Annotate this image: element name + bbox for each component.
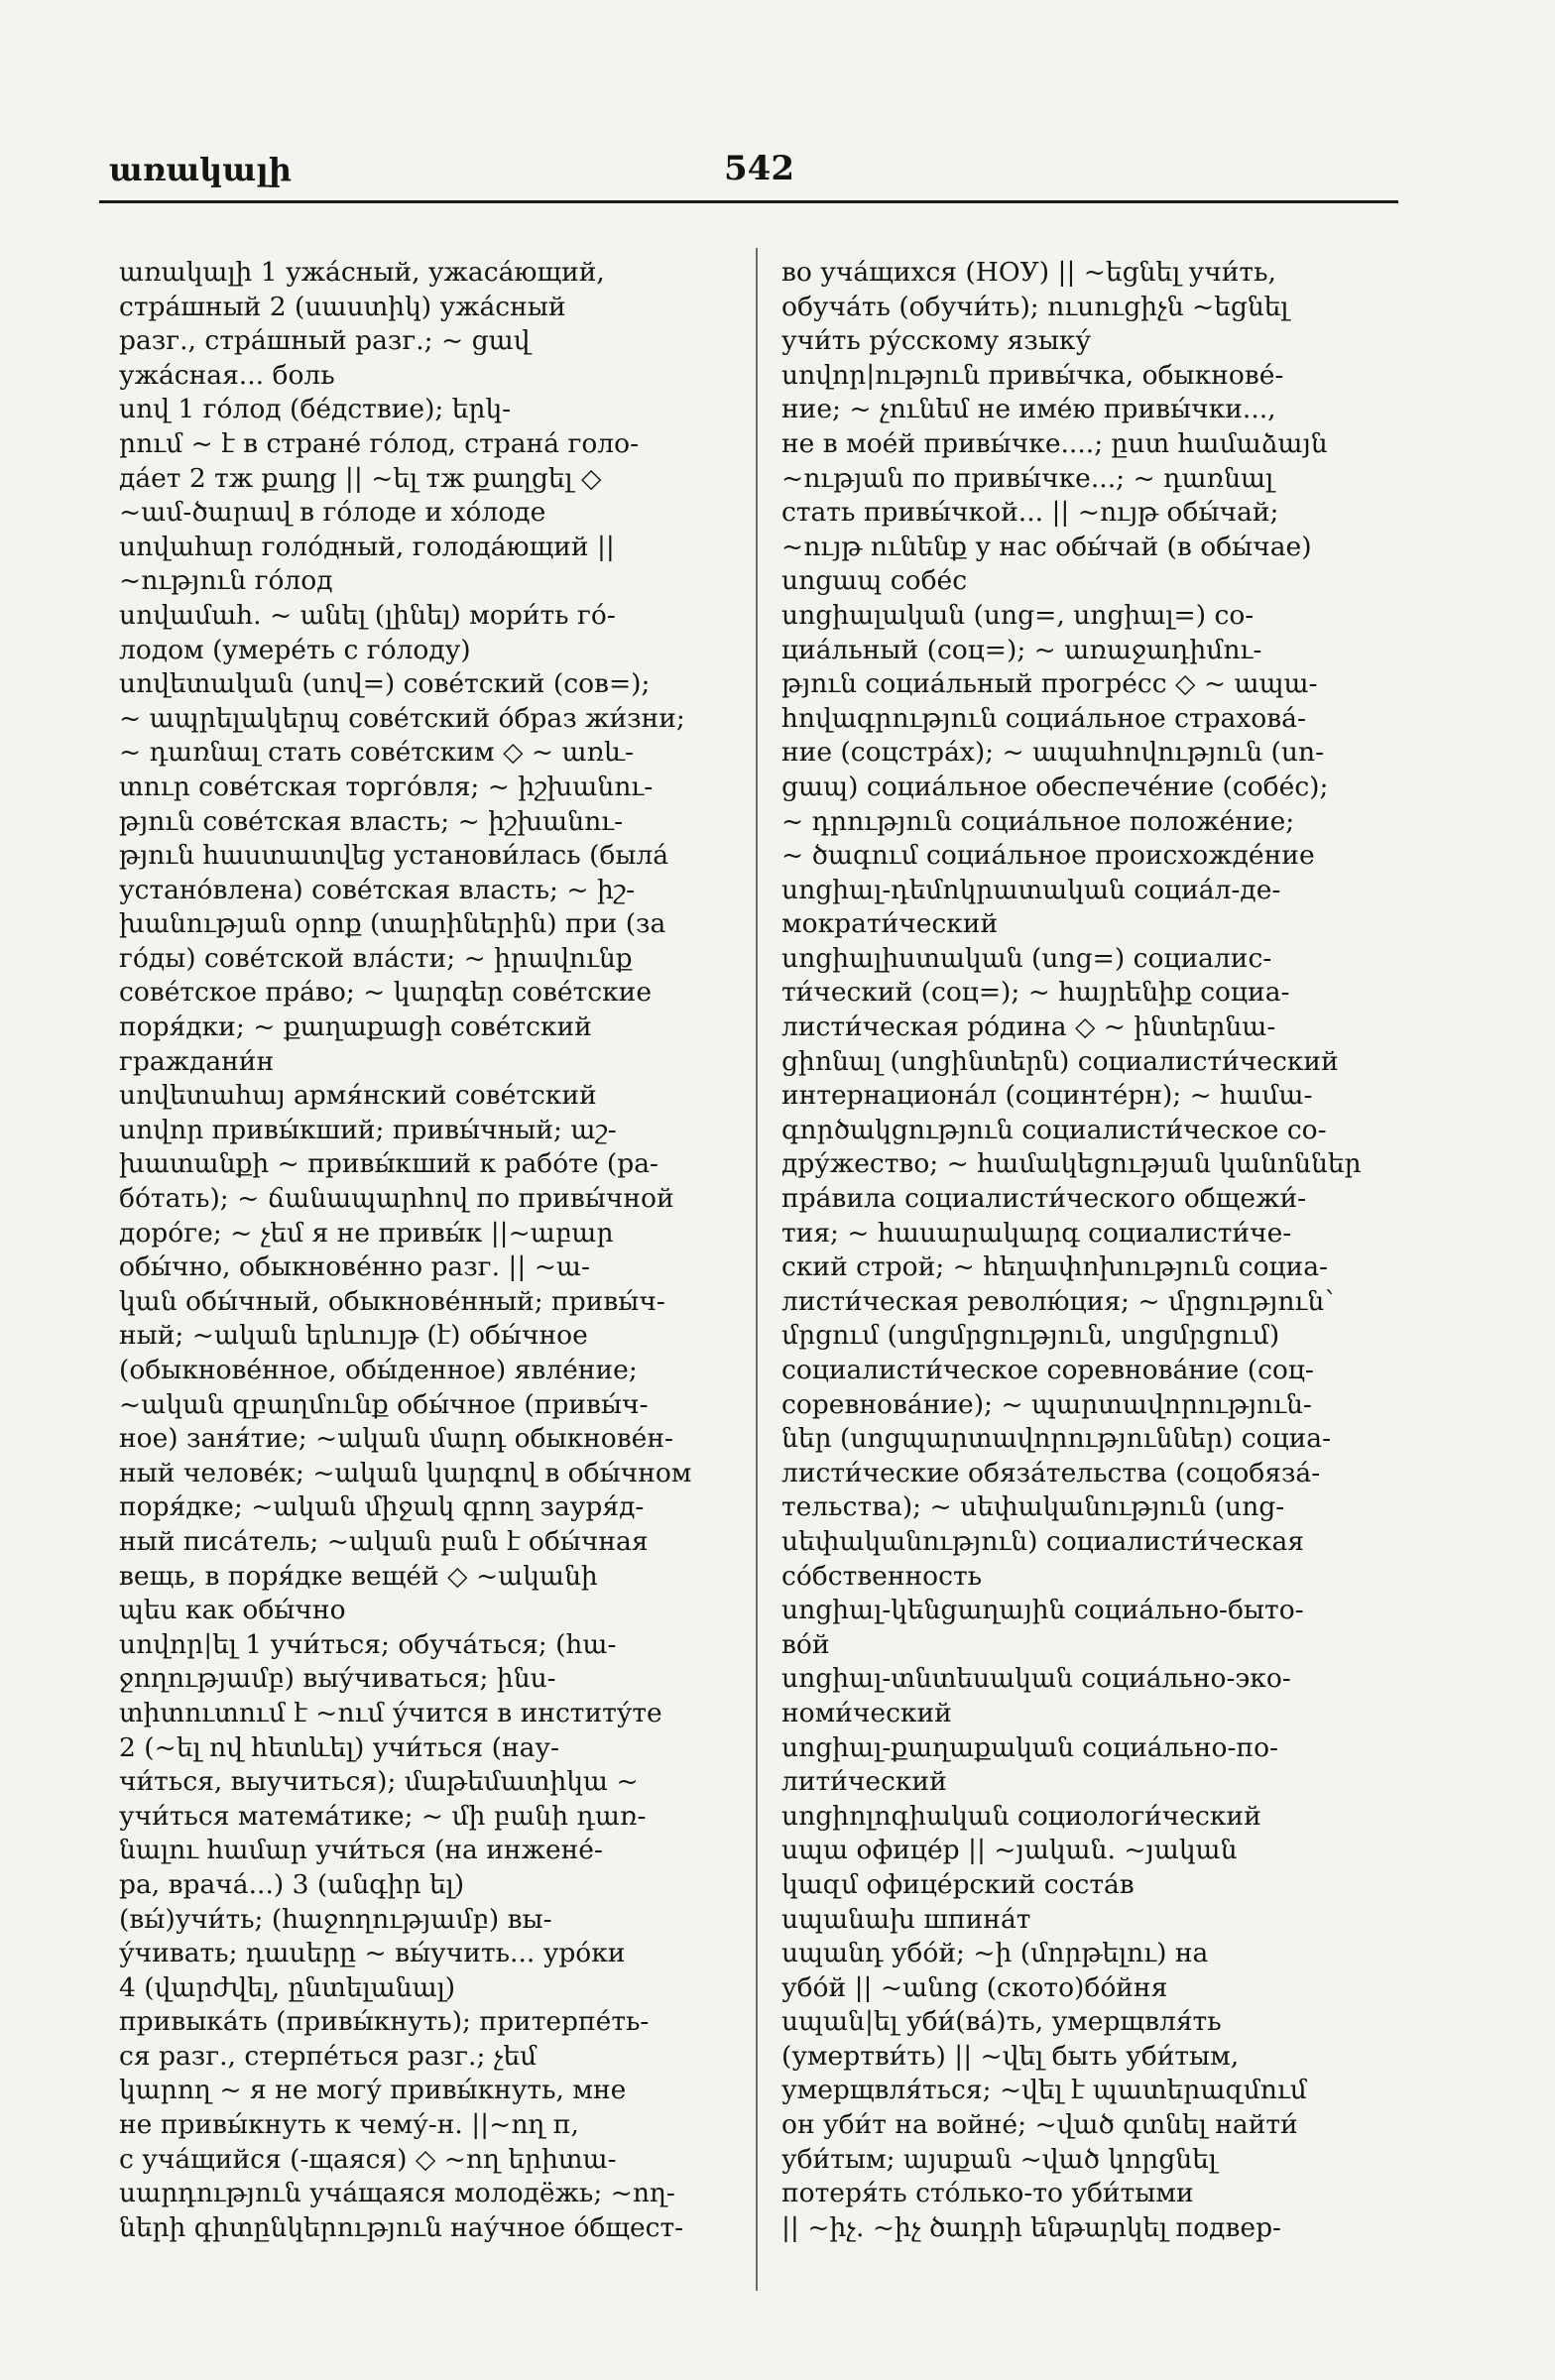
entry-line: граждани́н xyxy=(119,1045,275,1077)
entry-line: ցիոնալ (սոցինտերն) социалисти́ческий xyxy=(781,1045,1339,1077)
entry-line: ջողությամբ) выу́чиваться; ինս- xyxy=(119,1663,556,1695)
entry-line: սովահար голо́дный, голода́ющий || xyxy=(119,531,615,562)
entry-line: учи́ть ру́сскому языку́ xyxy=(781,325,1092,357)
entry-line: գործակցություն социалисти́ческое со- xyxy=(781,1114,1327,1145)
entry-line: циа́льный (соц=); ~ առաջադիմու- xyxy=(781,634,1262,665)
entry-line: бо́тать); ~ ճանապարհով по привы́чной xyxy=(119,1183,674,1215)
entry-line: ~ դառնալ стать сове́тским ◇ ~ առև- xyxy=(119,737,634,769)
entry-line: доро́ге; ~ չեմ я не привы́к ||~աբար xyxy=(119,1217,614,1249)
entry-line: (умертви́ть) || ~վել быть уби́тым, xyxy=(781,2040,1240,2072)
entry-line: 4 (վարժվել, ընտելանալ) xyxy=(119,1971,456,2003)
entry-line: սեփականություն) социалисти́ческая xyxy=(781,1525,1304,1557)
entry-line: ~ության по привы́чке...; ~ դառնալ xyxy=(781,462,1274,494)
entry-line: կարող ~ я не могу́ привы́кнуть, мне xyxy=(119,2075,627,2106)
entry-line: սոցիալական (սոց=, սոցիալ=) со- xyxy=(781,599,1255,631)
entry-line: пра́вила социалисти́ческого общежи́- xyxy=(781,1183,1307,1215)
entry-line: սոցիալ-կենցաղային социа́льно-быто- xyxy=(781,1595,1304,1626)
entry-line: привыка́ть (привы́кнуть); притерпе́ть- xyxy=(119,2006,650,2038)
entry-line: обуча́ть (обучи́ть); ուսուցիչն ~եցնել xyxy=(781,291,1289,322)
entry-line: ся разг., стерпе́ться разг.; չեմ xyxy=(119,2040,538,2072)
entry-line: номи́ческий xyxy=(781,1697,952,1728)
entry-line: поря́дке; ~ական միջակ գրող зауря́д- xyxy=(119,1491,645,1523)
entry-line: ~ դրություն социа́льное положе́ние; xyxy=(781,805,1295,837)
entry-line: тия; ~ հասարակարգ социалисти́че- xyxy=(781,1217,1292,1249)
entry-line: ужа́сная... боль xyxy=(119,359,335,391)
entry-line: սովոր|ություն привы́чка, обыкнове́- xyxy=(781,359,1284,391)
entry-line: лодом (умере́ть с го́лоду) xyxy=(119,634,471,665)
entry-line: поря́дки; ~ քաղաքացի сове́тский xyxy=(119,1012,592,1043)
entry-line: у́чивать; դասերը ~ вы́учить... уро́ки xyxy=(119,1938,626,1969)
entry-line: дру́жество; ~ համակեցության կանոններ xyxy=(781,1148,1362,1180)
entry-line: տուր сове́тская торго́вля; ~ իշխանու- xyxy=(119,771,654,802)
entry-line: мократи́ческий xyxy=(781,908,999,940)
entry-line: սովետական (սով=) сове́тский (сов=); xyxy=(119,668,651,700)
entry-line: խանության օրոք (տարիներին) при (за xyxy=(119,908,666,940)
entry-line: սոցիալ-դեմոկրատական социа́л-де- xyxy=(781,874,1281,905)
entry-line: го́ды) сове́тской вла́сти; ~ իրավունք xyxy=(119,942,633,974)
entry-line: разг., стра́шный разг.; ~ ցավ xyxy=(119,325,531,357)
entry-line: ~ ծագում социа́льное происхожде́ние xyxy=(781,840,1315,872)
entry-line: интернациона́л (социнте́рн); ~ համա- xyxy=(781,1080,1313,1112)
entry-line: սպանդ убо́й; ~ի (մորթելու) на xyxy=(781,1938,1209,1969)
entry-line: стра́шный 2 (սաստիկ) ужа́сный xyxy=(119,291,566,322)
entry-line: առակալի 1 ужа́сный, ужаса́ющий, xyxy=(119,257,605,288)
entry-line: ние (соцстра́х); ~ ապահովություն (սո- xyxy=(781,737,1325,769)
entry-line: листи́ческие обяза́тельства (соцобяза́- xyxy=(781,1457,1321,1488)
entry-line: учи́ться матема́тике; ~ մի բանի դառ- xyxy=(119,1800,647,1832)
entry-line: соревнова́ние); ~ պարտավորություն- xyxy=(781,1388,1312,1420)
entry-line: կազմ офице́рский соста́в xyxy=(781,1868,1135,1900)
entry-line: ра, врача́...) 3 (անգիր ել) xyxy=(119,1868,465,1900)
entry-line: թյուն сове́тская власть; ~ իշխանու- xyxy=(119,805,624,837)
entry-line: սպան|ել уби́(ва́)ть, умерщвля́ть xyxy=(781,2006,1222,2038)
entry-line: սոցիոլոգիական социологи́ческий xyxy=(781,1800,1261,1832)
entry-line: листи́ческая револю́ция; ~ մրցություն՝ xyxy=(781,1285,1334,1317)
entry-line: не в мое́й привы́чке....; ըստ համաձայն xyxy=(781,427,1328,459)
entry-line: ցապ) социа́льное обеспече́ние (собе́с); xyxy=(781,771,1329,802)
entry-line: (вы́)учи́ть; (հաջողությամբ) вы- xyxy=(119,1903,552,1935)
entry-line: ~ական զբաղմունք обы́чное (привы́ч- xyxy=(119,1388,649,1420)
entry-line: умерщвля́ться; ~վել է պատերազմում xyxy=(781,2075,1307,2106)
entry-line: սոցիալ-տնտեսական социа́льно-эко- xyxy=(781,1663,1291,1695)
entry-line: հովագրություն социа́льное страхова́- xyxy=(781,702,1306,734)
entry-line: սոցիալիստական (սոց=) социалис- xyxy=(781,942,1272,974)
entry-line: ти́ческий (соц=); ~ հայրենիք социа- xyxy=(781,977,1290,1009)
entry-line: чи́ться, выучиться); մաթեմատիկա ~ xyxy=(119,1766,639,1798)
entry-line: стать привы́чкой... || ~ույթ обы́чай; xyxy=(781,497,1279,529)
entry-line: вещь, в поря́дке веще́й ◇ ~ականի xyxy=(119,1560,598,1592)
entry-line: лити́ческий xyxy=(781,1766,947,1798)
left-column xyxy=(119,256,714,2245)
entry-line: սպա офице́р || ~յական. ~յական xyxy=(781,1835,1238,1866)
page-number: 542 xyxy=(724,149,794,188)
entry-line: թյուն социа́льный прогре́сс ◇ ~ ապա- xyxy=(781,668,1318,700)
entry-line: тельства); ~ սեփականություն (սոց- xyxy=(781,1491,1285,1523)
entry-line: ~ույթ ունենք у нас обы́чай (в обы́чае) xyxy=(781,531,1312,562)
entry-line: ние; ~ չունեմ не име́ю привы́чки..., xyxy=(781,394,1276,425)
entry-line: խատանքի ~ привы́кший к рабо́те (ра- xyxy=(119,1148,658,1180)
entry-line: со́бственность xyxy=(781,1560,983,1592)
entry-line: ский строй; ~ հեղափոխություն социа- xyxy=(781,1251,1328,1283)
entry-line: ный; ~ական երևույթ (է) обы́чное xyxy=(119,1320,588,1352)
entry-line: (обыкнове́нное, обы́денное) явле́ние; xyxy=(119,1355,638,1385)
entry-line: պես как обы́чно xyxy=(119,1595,346,1626)
entry-line: ный челове́к; ~ական կարգով в обы́чном xyxy=(119,1457,692,1488)
entry-line: սովետահայ армя́нский сове́тский xyxy=(119,1080,597,1112)
entry-line: ~ ապրելակերպ сове́тский о́браз жи́зни; xyxy=(119,702,685,734)
page-header xyxy=(99,149,1398,208)
entry-line: թյուն հաստատվեց установи́лась (была́ xyxy=(119,840,669,872)
column-divider xyxy=(756,248,758,2291)
entry-line: || ~իչ. ~իչ ծադրի ենթարկել подвер- xyxy=(781,2211,1281,2243)
entry-line: во уча́щихся (НОУ) || ~եցնել учи́ть, xyxy=(781,257,1276,288)
entry-line: да́ет 2 тж քաղց || ~ել тж քաղցել ◇ xyxy=(119,462,602,494)
entry-line: устано́влена) сове́тская власть; ~ իշ- xyxy=(119,874,636,905)
entry-line: սոցապ собе́с xyxy=(781,565,968,597)
entry-line: листи́ческая ро́дина ◇ ~ ինտերնա- xyxy=(781,1012,1276,1043)
entry-line: սովոր|ել 1 учи́ться; обуча́ться; (հա- xyxy=(119,1628,617,1660)
entry-line: ներ (սոցպարտավորություններ) социа- xyxy=(781,1423,1332,1455)
entry-line: սով 1 го́лод (бе́дствие); երկ- xyxy=(119,394,512,425)
entry-line: во́й xyxy=(781,1628,830,1660)
entry-line: սոցիալ-քաղաքական социа́льно-по- xyxy=(781,1731,1279,1763)
entry-line: 2 (~ել ով հետևել) учи́ться (нау- xyxy=(119,1731,559,1763)
header-rule xyxy=(99,200,1398,203)
entry-line: социалисти́ческое соревнова́ние (соц- xyxy=(781,1355,1314,1385)
entry-line: սարդություն уча́щаяся молодёжь; ~ող- xyxy=(119,2178,675,2209)
entry-line: ный писа́тель; ~ական բան է обы́чная xyxy=(119,1525,649,1557)
entry-line: սպանախ шпина́т xyxy=(781,1903,1031,1935)
entry-line: с уча́щийся (-щаяся) ◇ ~ող երիտա- xyxy=(119,2143,617,2175)
entry-line: մրցում (սոցմրցություն, սոցմրցում) xyxy=(781,1320,1280,1352)
entry-line: не привы́кнуть к чему́-н. ||~ող п, xyxy=(119,2109,579,2141)
entry-line: սովոր привы́кший; привы́чный; աշ- xyxy=(119,1114,617,1145)
entry-line: ների գիտընկերություն нау́чное о́бщест- xyxy=(119,2211,684,2243)
running-head: առակալի xyxy=(109,151,292,188)
entry-line: уби́тым; այսքան ~ված կորցնել xyxy=(781,2143,1217,2175)
entry-line: обы́чно, обыкнове́нно разг. || ~ա- xyxy=(119,1251,590,1283)
entry-line: նալու համար учи́ться (на инжене́- xyxy=(119,1835,603,1866)
entry-line: սովամահ. ~ անել (լինել) мори́ть го́- xyxy=(119,599,616,631)
entry-line: ное) заня́тие; ~ական մարդ обыкнове́н- xyxy=(119,1423,673,1455)
entry-line: сове́тское пра́во; ~ կարգեր сове́тские xyxy=(119,977,653,1009)
entry-line: րում ~ է в стране́ го́лод, страна́ голо- xyxy=(119,427,640,459)
entry-line: ~ամ-ծարավ в го́лоде и хо́лоде xyxy=(119,497,546,529)
entry-line: потеря́ть сто́лько-то уби́тыми xyxy=(781,2178,1194,2209)
entry-line: տիտուտում է ~ում у́чится в институ́те xyxy=(119,1697,662,1728)
entry-line: կան обы́чный, обыкнове́нный; привы́ч- xyxy=(119,1285,665,1317)
right-column xyxy=(781,256,1376,2245)
entry-line: он уби́т на войне́; ~ված գտնել найти́ xyxy=(781,2109,1298,2141)
entry-line: ~ություն го́лод xyxy=(119,565,333,597)
entry-line: убо́й || ~անոց (ското)бо́йня xyxy=(781,1971,1168,2003)
